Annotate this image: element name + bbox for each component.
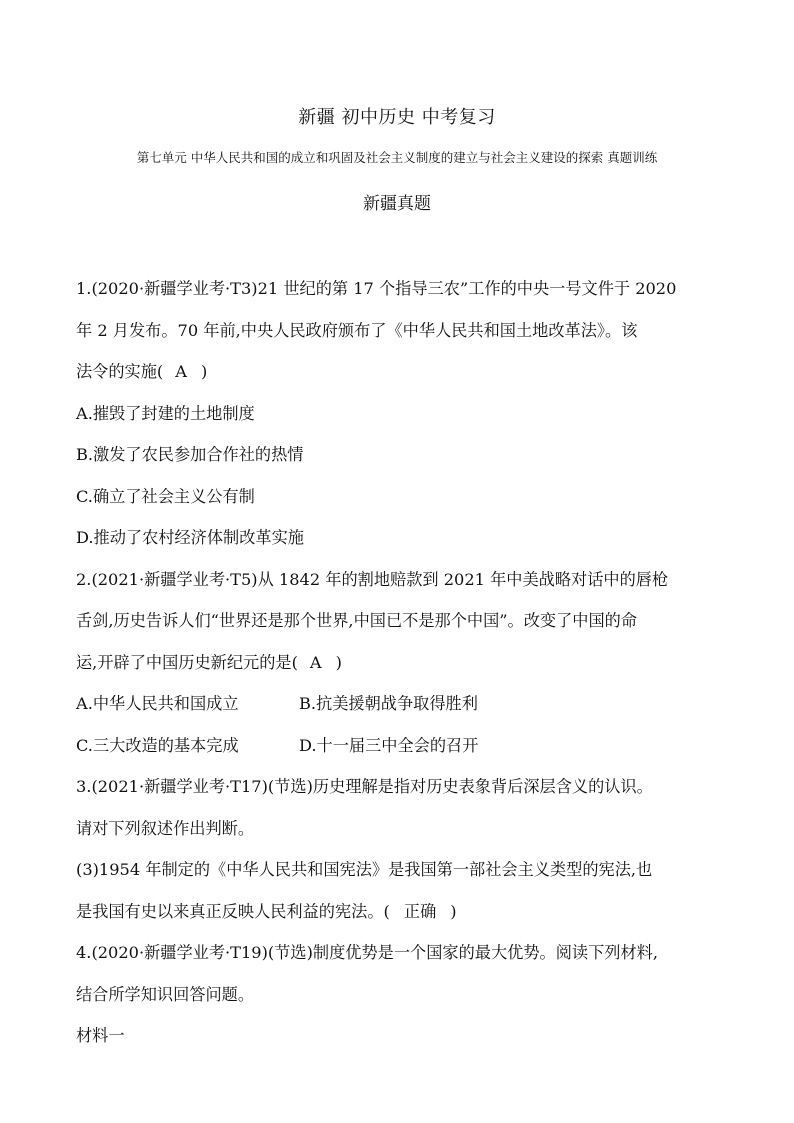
question-1-answer: A — [175, 362, 187, 381]
question-4-material-label: 材料一 — [76, 1026, 125, 1045]
question-3-line-3: (3)1954 年制定的《中华人民共和国宪法》是我国第一部社会主义类型的宪法,也 — [76, 860, 653, 879]
question-list — [76, 268, 726, 1057]
question-1-option-c: C.确立了社会主义公有制 — [76, 486, 255, 506]
question-2-options-row-2 — [76, 725, 726, 767]
question-1-option-a: A.摧毁了封建的土地制度 — [76, 403, 255, 423]
question-4 — [76, 932, 726, 1057]
question-4-line-2: 结合所学知识回答问题。 — [76, 984, 255, 1004]
question-2-option-a: A.中华人民共和国成立 — [76, 694, 239, 713]
question-3-stem-close: ) — [450, 901, 457, 921]
question-3-line-4 — [76, 891, 726, 933]
question-1-option-d: D.推动了农村经济体制改革实施 — [76, 528, 304, 547]
question-2-option-b: B.抗美援朝战争取得胜利 — [299, 694, 478, 713]
question-1-option-b: B.激发了农民参加合作社的热情 — [76, 445, 304, 464]
question-2-option-d: D.十一届三中全会的召开 — [299, 735, 479, 755]
question-1-line-3 — [76, 351, 726, 393]
question-2-options-row-1 — [76, 683, 726, 725]
question-2-line-1: 2.(2021·新疆学业考·T5)从 1842 年的割地赔款到 2021 年中美战略对话中的唇枪 — [76, 569, 669, 589]
question-2-stem-close: ) — [335, 652, 342, 672]
question-2 — [76, 559, 726, 767]
question-2-line-3 — [76, 642, 726, 684]
document-title: 新疆 初中历史 中考复习 — [298, 107, 496, 128]
question-3-line-2: 请对下列叙述作出判断。 — [76, 818, 255, 838]
question-1-line-2: 年 2 月发布。70 年前,中央人民政府颁布了《中华人民共和国土地改革法》。该 — [76, 320, 638, 340]
document-subtitle: 第七单元 中华人民共和国的成立和巩固及社会主义制度的建立与社会主义建设的探索 真题训练 — [136, 150, 658, 165]
question-3 — [76, 766, 726, 932]
question-3-line-1: 3.(2021·新疆学业考·T17)(节选)历史理解是指对历史表象背后深层含义的认识。 — [76, 777, 653, 796]
question-4-line-1: 4.(2020·新疆学业考·T19)(节选)制度优势是一个国家的最大优势。阅读下列材料, — [76, 943, 658, 962]
question-3-stem-tail: 是我国有史以来真正反映人民利益的宪法。( — [76, 901, 390, 921]
question-1-line-1: 1.(2020·新疆学业考·T3)21 世纪的第 17 个指导三农”工作的中央一号文件于 2020 — [76, 279, 677, 298]
question-2-option-c: C.三大改造的基本完成 — [76, 735, 239, 755]
question-2-line-2: 舌剑,历史告诉人们“世界还是那个世界,中国已不是那个中国”。改变了中国的命 — [76, 611, 638, 630]
question-2-answer: A — [309, 652, 322, 672]
question-1-stem-tail: 法令的实施( — [76, 362, 164, 381]
question-1-stem-close: ) — [200, 362, 208, 381]
section-heading: 新疆真题 — [363, 194, 431, 214]
question-2-stem-tail: 运,开辟了中国历史新纪元的是( — [76, 652, 298, 672]
question-1 — [76, 268, 726, 559]
question-3-answer: 正确 — [403, 901, 437, 921]
